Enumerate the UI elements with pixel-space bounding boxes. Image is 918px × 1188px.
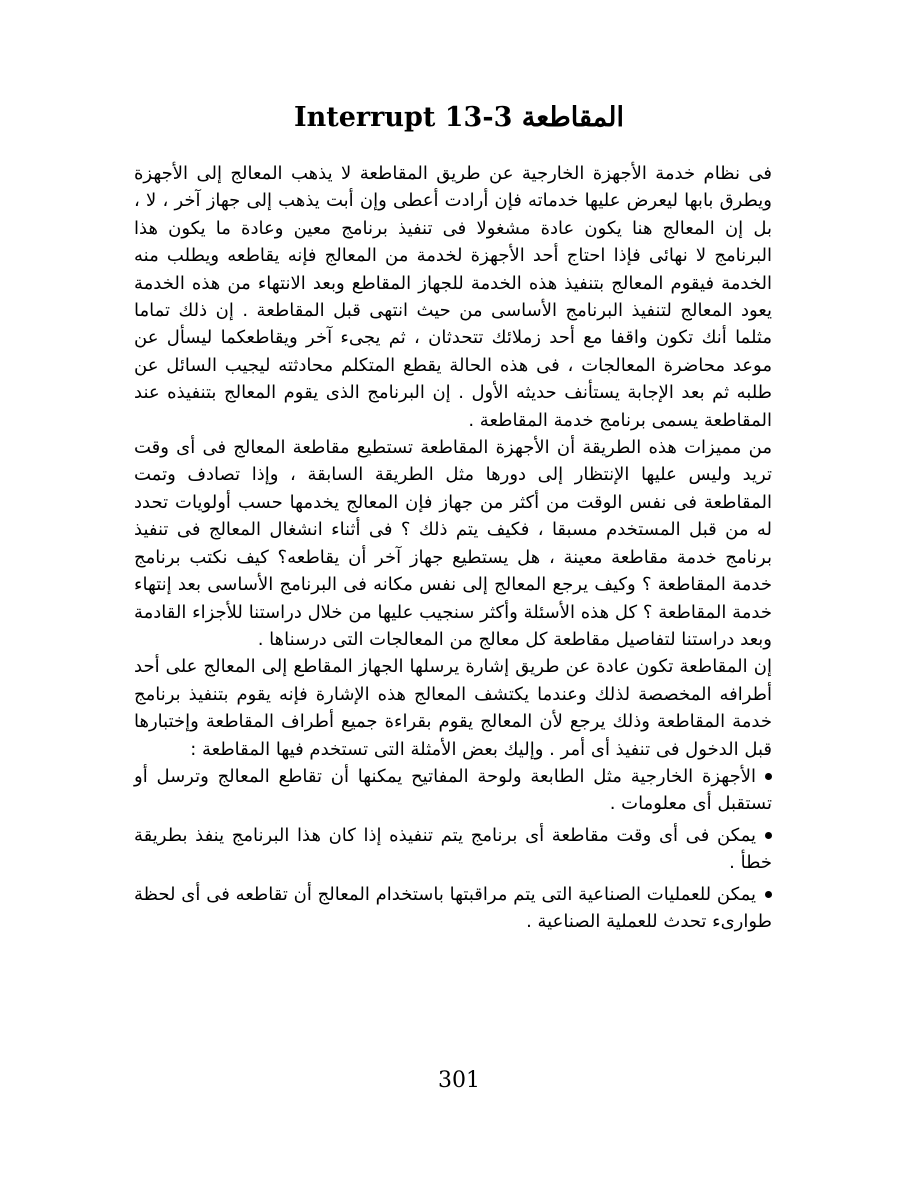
body-text <box>134 160 772 939</box>
section-title <box>0 98 918 138</box>
bullet-item <box>134 763 772 818</box>
bullet-icon <box>765 773 772 780</box>
bullet-text: يمكن فى أى وقت مقاطعة أى برنامج يتم تنفيذه إذا كان هذا البرنامج ينفذ بطريقة خطأ . <box>134 824 772 874</box>
page-number: 301 <box>438 1068 480 1093</box>
paragraph-3: إن المقاطعة تكون عادة عن طريق إشارة يرسلها الجهاز المقاطع إلى المعالج على أحد أطرافه المخصصة لذلك وعندما يكتشف المعالج هذه الإشارة فإنه يقوم بتنفيذ برنامج خدمة المقاطعة وذلك يرجع لأن المعالج يقوم بقراءة جميع أطراف المقاطعة وإختبارها قبل الدخول فى تنفيذ أى أمر . وإليك بعض الأمثلة التى تستخدم فيها المقاطعة : <box>134 656 772 760</box>
bullet-icon <box>765 891 772 898</box>
paragraph-2: من مميزات هذه الطريقة أن الأجهزة المقاطعة تستطيع مقاطعة المعالج فى أى وقت تريد وليس عليها الإنتظار إلى دورها مثل الطريقة السابقة ، وإذا تصادف وتمت المقاطعة فى نفس الوقت من أكثر من جهاز فإن المعالج يخدمها حسب أولويات تحدد له من قبل المستخدم مسبقا ، فكيف يتم ذلك ؟ فى أثناء انشغال المعالج فى تنفيذ برنامج خدمة مقاطعة معينة ، هل يستطيع جهاز آخر أن يقاطعه؟ كيف نكتب برنامج خدمة المقاطعة ؟ وكيف يرجع المعالج إلى نفس مكانه فى البرنامج الأساسى بعد إنتهاء خدمة المقاطعة ؟ كل هذه الأسئلة وأكثر سنجيب عليها من خلال دراستنا للأجزاء القادمة وبعد دراستنا لتفاصيل مقاطعة كل معالج من المعالجات التى درسناها . <box>134 437 772 650</box>
bullet-list <box>134 763 772 935</box>
bullet-item <box>134 822 772 877</box>
paragraph-1: فى نظام خدمة الأجهزة الخارجية عن طريق المقاطعة لا يذهب المعالج إلى الأجهزة ويطرق بابها ليعرض عليها خدماته فإن أرادت أعطى وإن أبت يذهب إلى جهاز آخر ، لا ، بل إن المعالج هنا يكون عادة مشغولا فى تنفيذ برنامج معين وعادة ما يكون هذا البرنامج لا نهائى فإذا احتاج أحد الأجهزة لخدمة من المعالج فإنه يقاطعه ويطلب منه الخدمة فيقوم المعالج بتنفيذ هذه الخدمة للجهاز المقاطع وبعد الانتهاء من هذه الخدمة يعود المعالج لتنفيذ البرنامج الأساسى من حيث انتهى قبل المقاطعة . إن ذلك تماما مثلما أنك تكون واقفا مع أحد زملائك تتحدثان ، ثم يجىء آخر ويقاطعكما ليسأل عن موعد محاضرة المعالجات ، فى هذه الحالة يقطع المتكلم محادثته ليجيب السائل عن طلبه ثم بعد الإجابة يستأنف حديثه الأول . إن البرنامج الذى يقوم المعالج بتنفيذه عند المقاطعة يسمى برنامج خدمة المقاطعة . <box>134 163 772 431</box>
bullet-item <box>134 881 772 936</box>
bullet-text: يمكن للعمليات الصناعية التى يتم مراقبتها باستخدام المعالج أن تقاطعه فى أى لحظة طوارىء تحدث للعملية الصناعية . <box>134 883 772 932</box>
section-title-text: Interrupt المقاطعة 3-13 <box>294 102 624 133</box>
bullet-text: الأجهزة الخارجية مثل الطابعة ولوحة المفاتيح يمكنها أن تقاطع المعالج وترسل أو تستقبل أى معلومات . <box>134 765 772 815</box>
bullet-icon <box>765 832 772 839</box>
